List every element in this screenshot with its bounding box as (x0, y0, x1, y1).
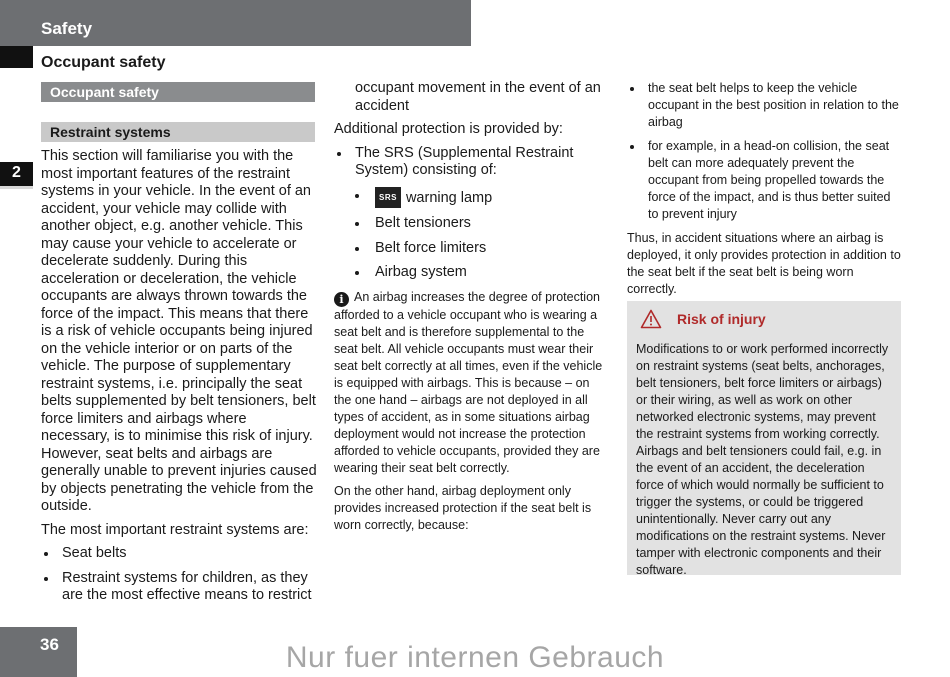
internal-use-watermark: Nur fuer internen Gebrauch (285, 641, 665, 674)
list-item: Belt tensioners (334, 215, 610, 233)
chapter-tab (0, 162, 33, 189)
page-header-title: Safety (41, 19, 93, 38)
restraint-list (41, 545, 317, 605)
corner-marker (0, 46, 33, 68)
warning-header (636, 307, 892, 333)
section-title: Occupant safety (41, 54, 166, 71)
list-item: The SRS (Supplemental Restraint System) consisting of: (334, 145, 610, 180)
list-item: Airbag system (334, 264, 610, 282)
most-important-text: The most important restraint systems are: (41, 521, 309, 538)
other-hand-text: On the other hand, airbag deployment only provides increased protection if the seat belt is worn correctly, because: (334, 483, 592, 532)
list-item: for example, in a head-on collision, the seat belt can more adequately prevent the occupant from being propelled towards the force of the impact, and is thus better suited to prevent injury (627, 138, 903, 223)
list-item: Belt force limiters (334, 240, 610, 258)
info-icon: i (334, 292, 349, 307)
list-item: the seat belt helps to keep the vehicle occupant in the best position in relation to the airbag (627, 80, 903, 131)
list-item: Restraint systems for children, as they are the most effective means to restrict (41, 570, 317, 605)
warning-box (627, 301, 901, 575)
sub-item-label: warning lamp (405, 189, 493, 206)
band-restraint-systems: Restraint systems (41, 122, 315, 142)
srs-list (334, 145, 610, 180)
chapter-number: 2 (12, 164, 21, 181)
reasons-list (627, 80, 903, 223)
srs-warning-lamp-icon: SRS (375, 187, 401, 209)
warning-body: Modifications to or work performed incorrectly on restraint systems (seat belts, anchorages, belt tensioners, belt force limiters or airbags) or their wiring, as well as work on other networked electronic systems, may prevent the restraint systems from working correctly. Airbags and belt tensioners could fail, e.g. in the event of an accident, the deceleration force of which would normally be sufficient to trigger the systems, or could be triggered unintentionally. Never carry out any modifications on the restraint systems. Never tamper with electronic components and their software. (636, 342, 889, 577)
band-occupant-safety: Occupant safety (41, 82, 315, 102)
page-number: 36 (40, 635, 59, 654)
column-1 (41, 148, 317, 612)
note-block (334, 289, 610, 534)
list-item: Seat belts (41, 545, 317, 563)
warning-triangle-icon (640, 309, 662, 329)
warning-title: Risk of injury (677, 311, 766, 327)
srs-sub-list (334, 187, 610, 282)
column-3 (627, 80, 903, 304)
column-2 (334, 80, 610, 540)
list-item (334, 187, 610, 209)
additional-protection-text: Additional protection is provided by: (334, 121, 563, 137)
continuation-text: occupant movement in the event of an accident (355, 80, 601, 114)
info-note (334, 289, 610, 477)
intro-paragraph: This section will familiarise you with the most important features of the restraint systems in your vehicle. In the event of an accident, your vehicle may collide with another object, e.g. another vehicle. This may cause your vehicle to accelerate or decelerate suddenly. During this acceleration or deceleration, the vehicle occupants are always thrown towards the force of the impact. This means that there is a risk of vehicle occupants being injured on the vehicle interior or on parts of the vehicle. The purpose of supplementary restraint systems, i.e. principally the seat belts supplemented by belt tensioners, belt force limiters and airbags where necessary, is to minimise this risk of injury. However, seat belts and airbags are generally unable to prevent injuries caused by objects penetrating the vehicle from the outside. (41, 148, 317, 514)
thus-text: Thus, in accident situations where an airbag is deployed, it only provides protection in addition to the seat belt if the seat belt is being worn correctly. (627, 231, 901, 296)
info-note-text: An airbag increases the degree of protection afforded to a vehicle occupant who is wearing a seat belt and is therefore supplemental to the seat belt. All vehicle occupants must wear their seat belt correctly at all times, even if the vehicle is equipped with airbags. This is because – on the one hand – airbags are not deployed in all types of accident, as in some situations airbag deployment would not increase the protection afforded to vehicle occupants, provided they are wearing their seat belt correctly. (334, 289, 603, 475)
